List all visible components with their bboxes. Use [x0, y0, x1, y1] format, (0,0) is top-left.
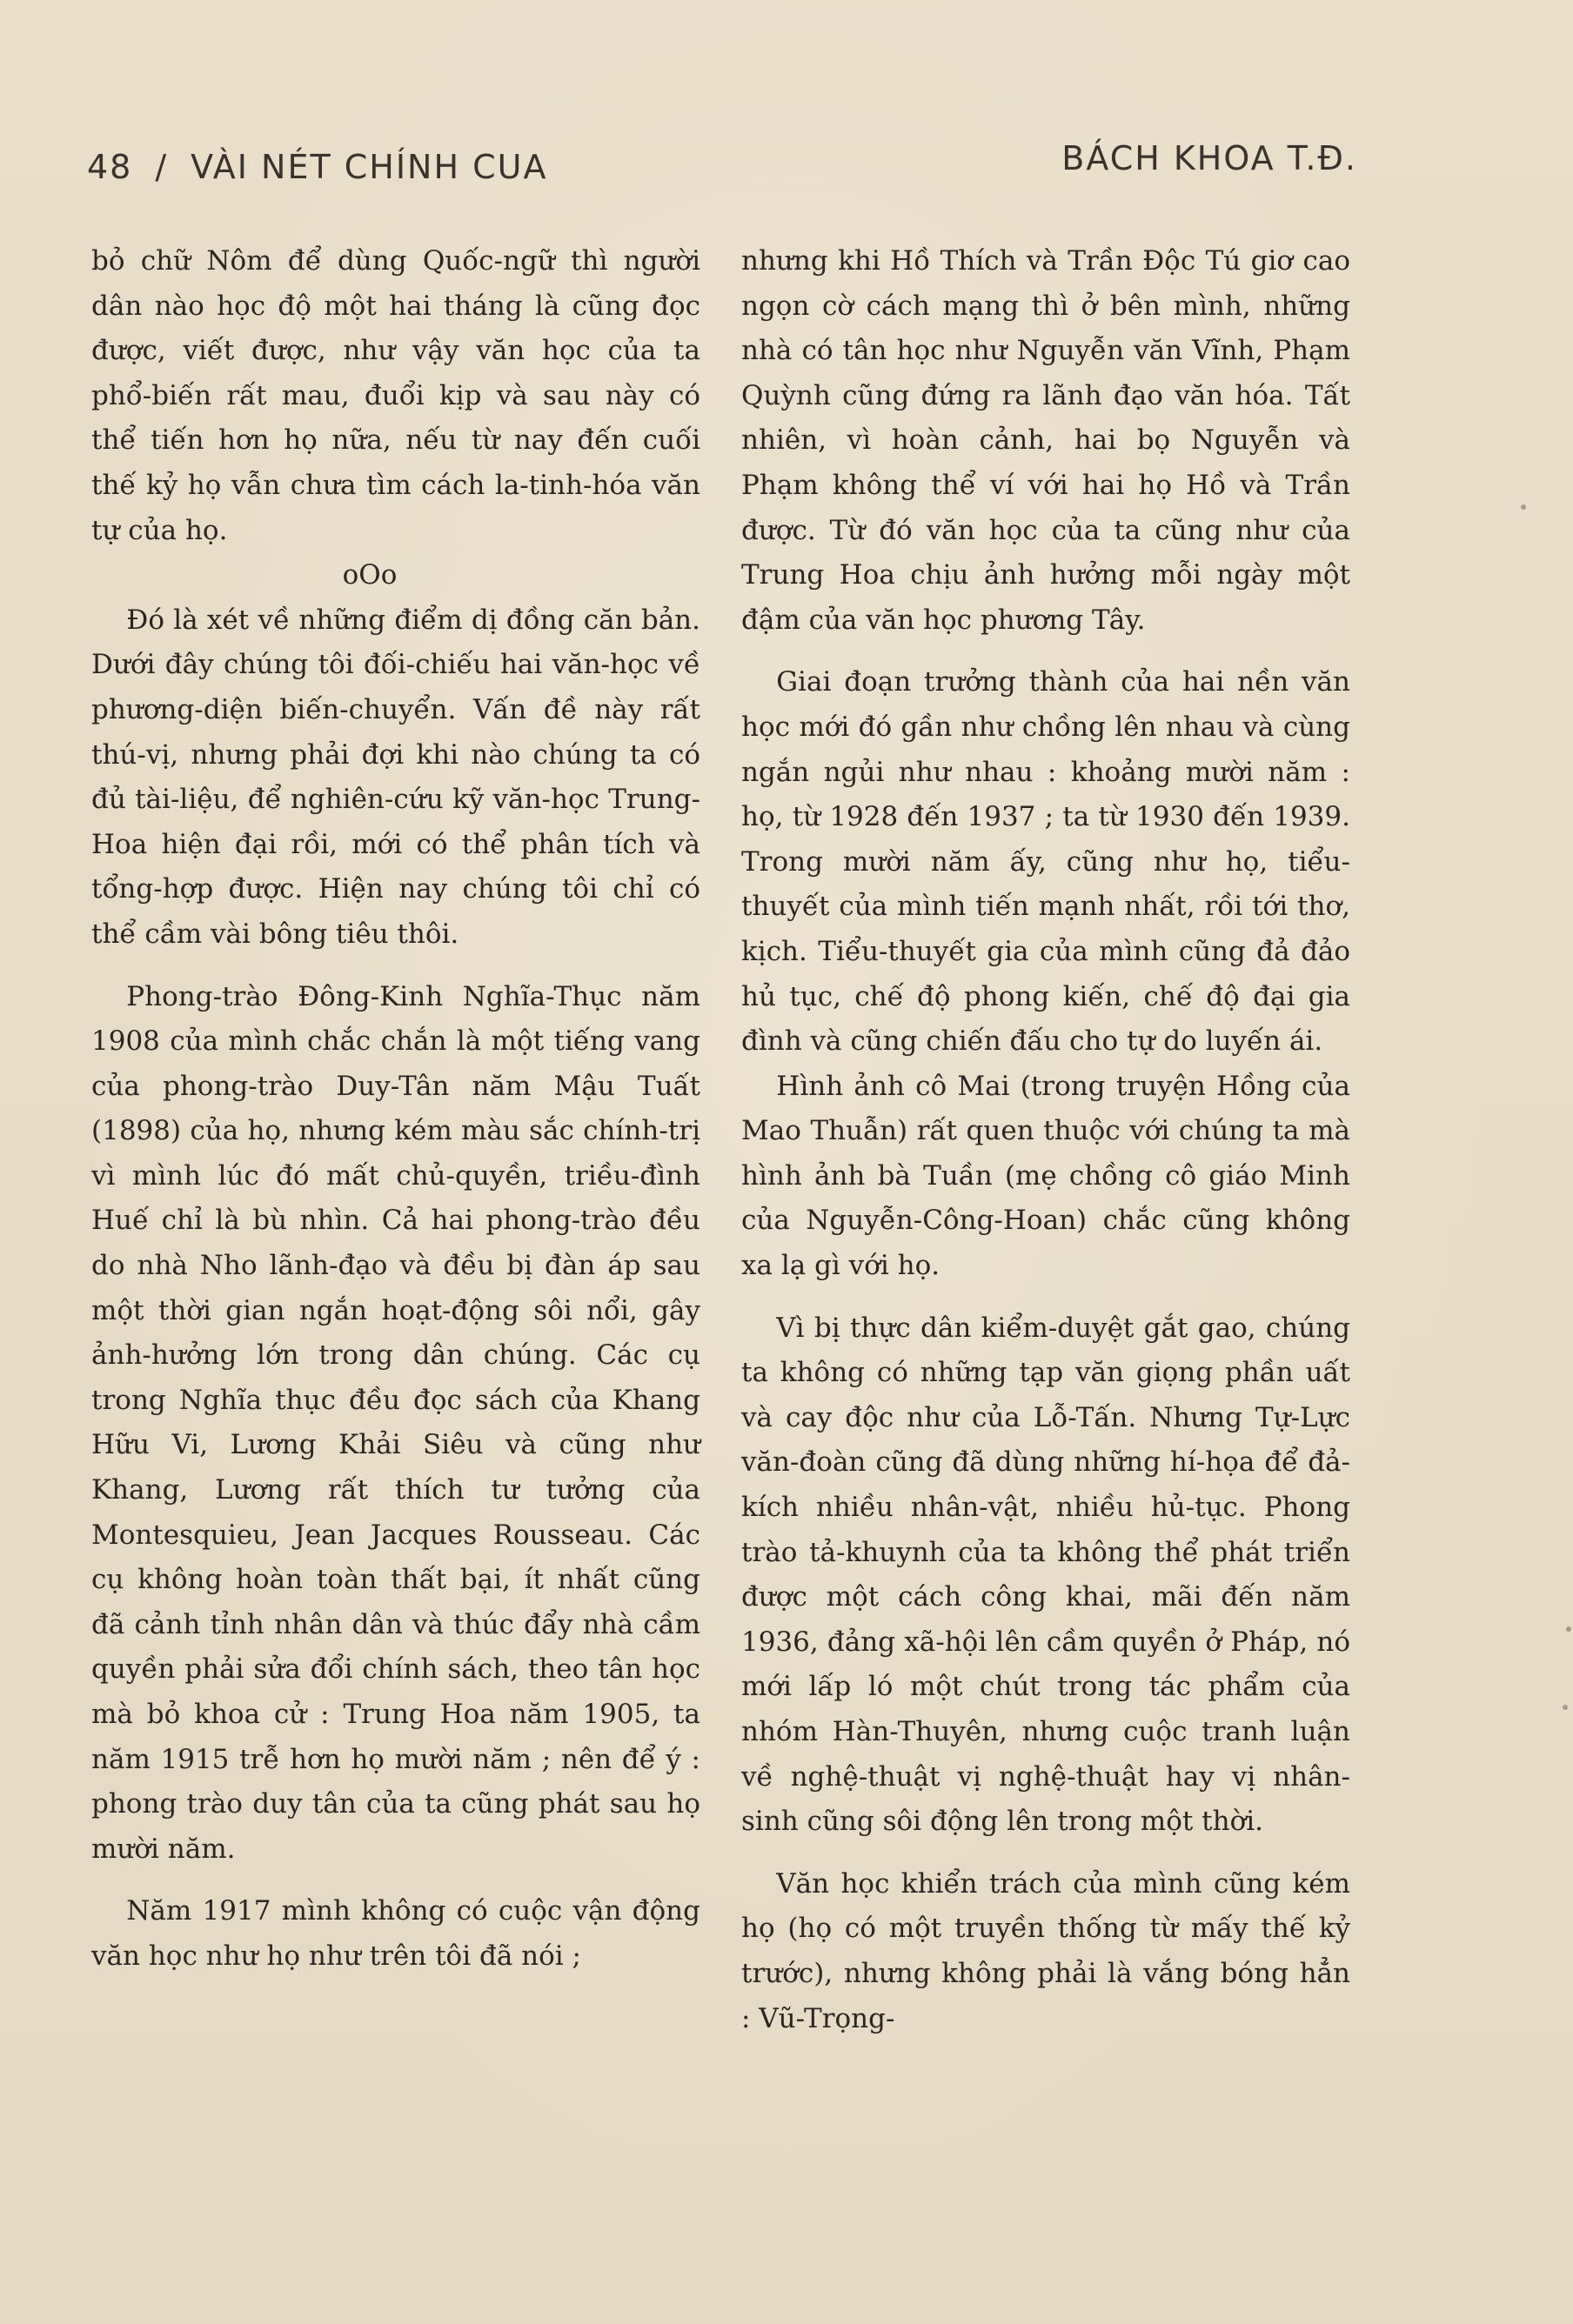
header-left — [87, 148, 570, 186]
paragraph: Phong-trào Đông-Kinh Nghĩa-Thục năm 1908 của mình chắc chắn là một tiếng vang của phong-trào Duy-Tân năm Mậu Tuất (1898) của họ, nhưng kém màu sắc chính-trị vì mình lúc đó mất chủ-quyền, triều-đình Huế chỉ là bù nhìn. Cả hai phong-trào đều do nhà Nho lãnh-đạo và đều bị đàn áp sau một thời gian ngắn hoạt-động sôi nổi, gây ảnh-hưởng lớn trong dân chúng. Các cụ trong Nghĩa thục đều đọc sách của Khang Hữu Vi, Lương Khải Siêu và cũng như Khang, Lương rất thích tư tưởng của Montesquieu, Jean Jacques Rousseau. Các cụ không hoàn toàn thất bại, ít nhất cũng đã cảnh tỉnh nhân dân và thúc đẩy nhà cầm quyền phải sửa đổi chính sách, theo tân học mà bỏ khoa cử : Trung Hoa năm 1905, ta năm 1915 trễ hơn họ mười năm ; nên để ý : phong trào duy tân của ta cũng phát sau họ mười năm. — [91, 980, 700, 1865]
paper-speck — [1566, 1626, 1571, 1632]
paragraph: Giai đoạn trưởng thành của hai nền văn học mới đó gần như chồng lên nhau và cùng ngắn ngủi như nhau : khoảng mười năm : họ, từ 1928 đến 1937 ; ta từ 1930 đến 1939. Trong mười năm ấy, cũng như họ, tiểu-thuyết của mình tiến mạnh nhất, rồi tới thơ, kịch. Tiểu-thuyết gia của mình cũng đả đảo hủ tục, chế độ phong kiến, chế độ đại gia đình và cũng chiến đấu cho tự do luyến ái. — [741, 666, 1350, 1058]
right-column — [741, 239, 1350, 2041]
chapter-title: VÀI NÉT CHÍNH CUA — [191, 148, 548, 186]
section-separator: oOo — [342, 559, 398, 591]
paragraph: bỏ chữ Nôm để dùng Quốc-ngữ thì người dân nào học độ một hai tháng là cũng đọc được, viết được, như vậy văn học của ta phổ-biến rất mau, đuổi kịp và sau này có thể tiến hơn họ nữa, nếu từ nay đến cuối thế kỷ họ vẫn chưa tìm cách la-tinh-hóa văn tự của họ. — [91, 245, 700, 546]
paragraph: Hình ảnh cô Mai (trong truyện Hồng của Mao Thuẫn) rất quen thuộc với chúng ta mà hình ảnh bà Tuần (mẹ chồng cô giáo Minh của Nguyễn-Công-Hoan) chắc cũng không xa lạ gì với họ. — [741, 1070, 1350, 1282]
paragraph: nhưng khi Hồ Thích và Trần Độc Tú giơ cao ngọn cờ cách mạng thì ở bên mình, những nhà có tân học như Nguyễn văn Vĩnh, Phạm Quỳnh cũng đứng ra lãnh đạo văn hóa. Tất nhiên, vì hoàn cảnh, hai bọ Nguyễn và Phạm không thể ví với hai họ Hồ và Trần được. Từ đó văn học của ta cũng như của Trung Hoa chịu ảnh hưởng mỗi ngày một đậm của văn học phương Tây. — [741, 245, 1350, 636]
paper-speck — [1563, 1705, 1568, 1710]
left-column — [91, 239, 700, 1980]
paper-speck — [1521, 504, 1526, 510]
paragraph: Vì bị thực dân kiểm-duyệt gắt gao, chúng ta không có những tạp văn giọng phần uất và cay độc như của Lỗ-Tấn. Nhưng Tự-Lực văn-đoàn cũng đã dùng những hí-họa để đả-kích nhiều nhân-vật, nhiều hủ-tục. Phong trào tả-khuynh của ta không thể phát triển được một cách công khai, mãi đến năm 1936, đảng xã-hội lên cầm quyền ở Pháp, nó mới lấp ló một chút trong tác phẩm của nhóm Hàn-Thuyên, nhưng cuộc tranh luận về nghệ-thuật vị nghệ-thuật hay vị nhân-sinh cũng sôi động lên trong một thời. — [741, 1312, 1350, 1838]
header-separator: / — [155, 148, 169, 186]
paragraph: Văn học khiển trách của mình cũng kém họ (họ có một truyền thống từ mấy thế kỷ trước), nhưng không phải là vắng bóng hẳn : Vũ-Trọng- — [741, 1867, 1350, 2034]
publication-title: BÁCH KHOA T.Đ. — [1061, 139, 1357, 177]
running-header — [87, 139, 1357, 200]
paragraph: Năm 1917 mình không có cuộc vận động văn học như họ như trên tôi đã nói ; — [91, 1895, 700, 1972]
paragraph: Đó là xét về những điểm dị đồng căn bản. Dưới đây chúng tôi đối-chiếu hai văn-học về phương-diện biến-chuyển. Vấn đề này rất thú-vị, nhưng phải đợi khi nào chúng ta có đủ tài-liệu, để nghiên-cứu kỹ văn-học Trung-Hoa hiện đại rồi, mới có thể phân tích và tổng-hợp được. Hiện nay chúng tôi chỉ có thể cầm vài bông tiêu thôi. — [91, 604, 700, 950]
page-number: 48 — [87, 148, 133, 186]
